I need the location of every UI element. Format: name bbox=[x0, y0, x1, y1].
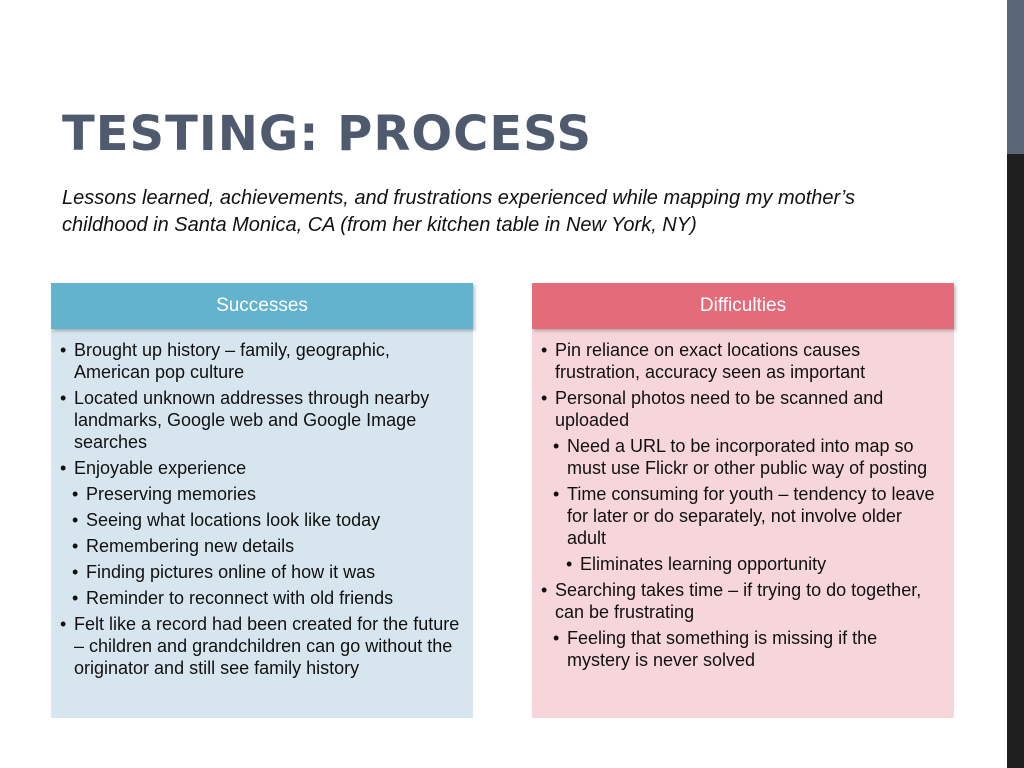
list-item: • Finding pictures online of how it was bbox=[71, 561, 461, 583]
list-item: • Eliminates learning opportunity bbox=[565, 553, 942, 575]
successes-header: Successes bbox=[51, 283, 473, 329]
slide-title: TESTING: PROCESS bbox=[62, 106, 593, 162]
difficulties-panel bbox=[532, 283, 954, 718]
list-item: • Reminder to reconnect with old friends bbox=[71, 587, 461, 609]
successes-list bbox=[51, 329, 473, 679]
list-item: • Time consuming for youth – tendency to leave for later or do separately, not involve older adult bbox=[552, 483, 942, 549]
list-item: • Remembering new details bbox=[71, 535, 461, 557]
side-accent-bar-top bbox=[1007, 0, 1024, 154]
difficulties-header: Difficulties bbox=[532, 283, 954, 329]
list-item: • Enjoyable experience bbox=[59, 457, 461, 479]
list-item: • Feeling that something is missing if the mystery is never solved bbox=[552, 627, 942, 671]
list-item: • Preserving memories bbox=[71, 483, 461, 505]
successes-panel bbox=[51, 283, 473, 718]
slide-subtitle: Lessons learned, achievements, and frustrations experienced while mapping my mother’s childhood in Santa Monica, CA (from her kitchen table in New York, NY) bbox=[62, 187, 856, 236]
list-item: • Located unknown addresses through nearby landmarks, Google web and Google Image searches bbox=[59, 387, 461, 453]
list-item: • Seeing what locations look like today bbox=[71, 509, 461, 531]
list-item: • Felt like a record had been created for the future – children and grandchildren can go without the originator and still see family history bbox=[59, 613, 461, 679]
list-item: • Brought up history – family, geographic, American pop culture bbox=[59, 339, 461, 383]
difficulties-list bbox=[532, 329, 954, 671]
list-item: • Personal photos need to be scanned and uploaded bbox=[540, 387, 942, 431]
list-item: • Pin reliance on exact locations causes frustration, accuracy seen as important bbox=[540, 339, 942, 383]
side-accent-bar-bottom bbox=[1007, 154, 1024, 768]
list-item: • Searching takes time – if trying to do together, can be frustrating bbox=[540, 579, 942, 623]
list-item: • Need a URL to be incorporated into map so must use Flickr or other public way of posting bbox=[552, 435, 942, 479]
